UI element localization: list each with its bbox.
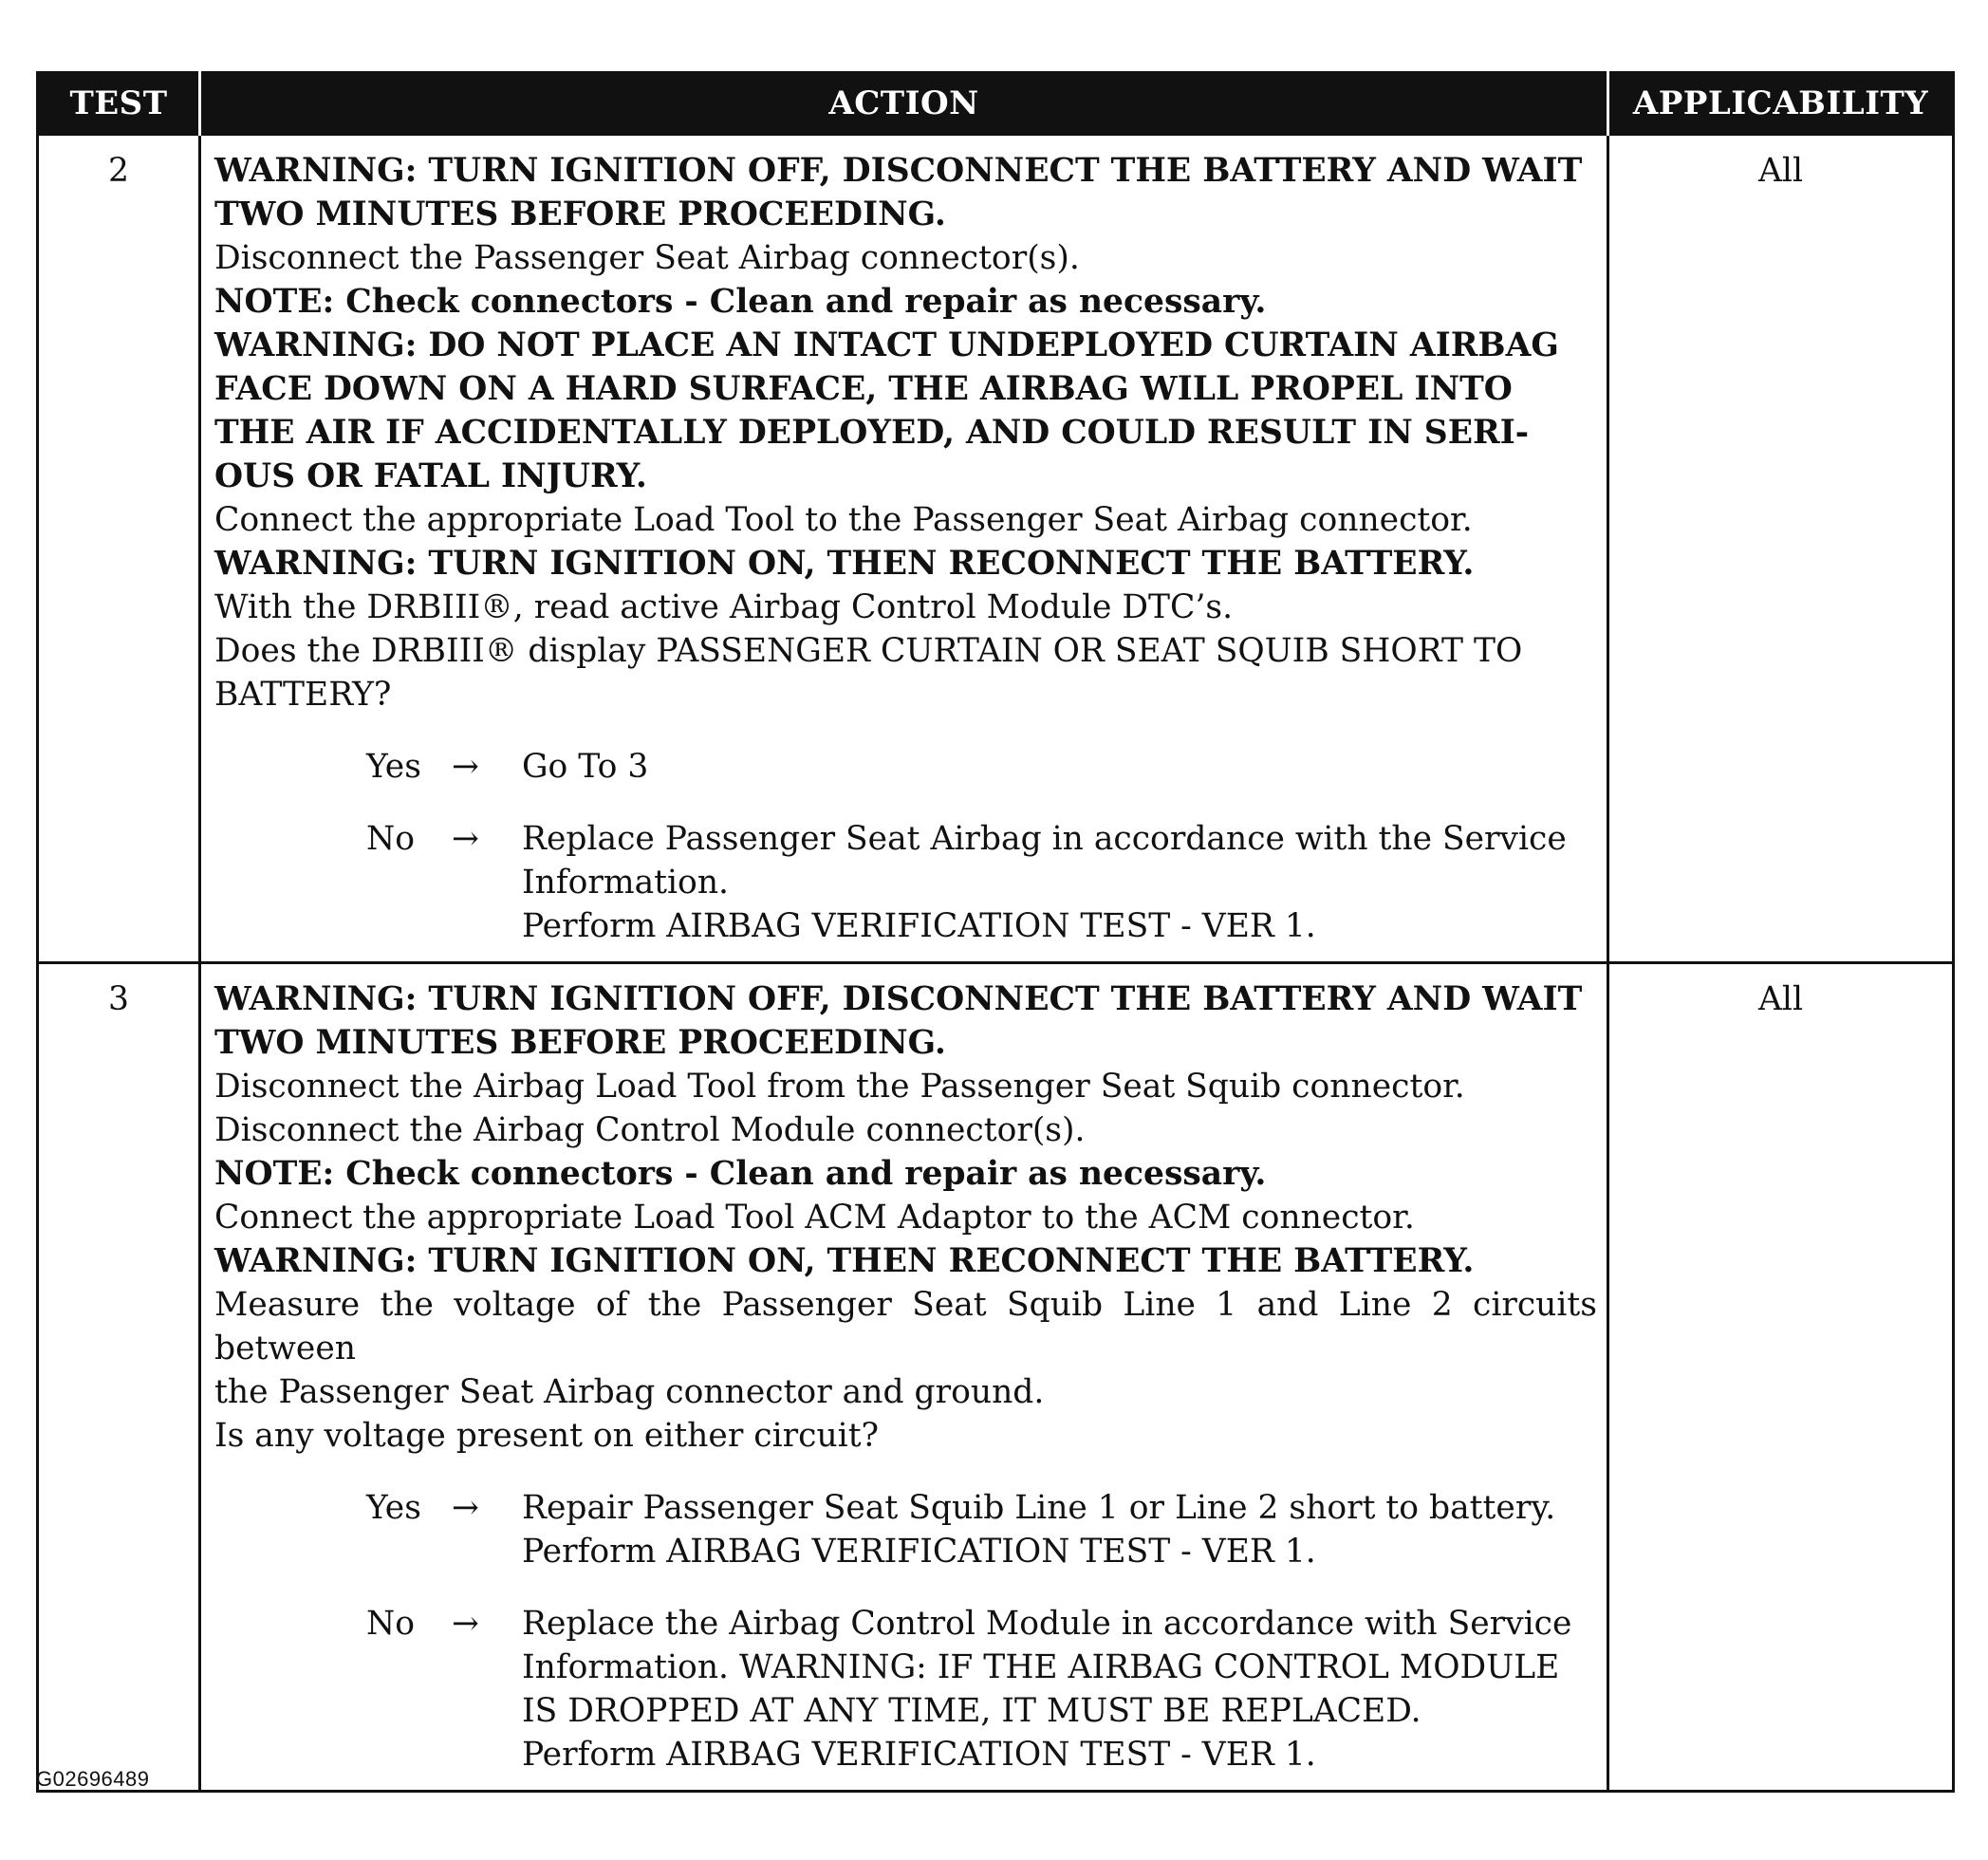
table-row	[38, 135, 1954, 963]
branch-text	[522, 817, 1597, 948]
arrow-right-icon: →	[452, 1489, 479, 1527]
instruction-line: Disconnect the Airbag Load Tool from the Passenger Seat Squib connector.	[214, 1068, 1465, 1106]
warning-line: FACE DOWN ON A HARD SURFACE, THE AIRBAG WILL PROPEL INTO	[214, 370, 1513, 408]
figure-code: G02696489	[36, 1767, 150, 1791]
header-applicability: APPLICABILITY	[1608, 73, 1954, 135]
branch-yes	[214, 745, 1597, 789]
branch-no	[214, 1602, 1597, 1776]
test-number: 3	[38, 963, 200, 1792]
branch-line: Go To 3	[522, 748, 649, 786]
table-row	[38, 963, 1954, 1792]
instruction-line: With the DRBIII®, read active Airbag Control Module DTC’s.	[214, 588, 1234, 626]
branch-line: Repair Passenger Seat Squib Line 1 or Line 2 short to battery.	[522, 1489, 1556, 1527]
test-number: 2	[38, 135, 200, 963]
arrow-right-icon: →	[452, 820, 479, 858]
branch-label: Yes	[366, 1489, 421, 1527]
instruction-line: Does the DRBIII® display PASSENGER CURTAIN OR SEAT SQUIB SHORT TO	[214, 632, 1523, 670]
instruction-line: Is any voltage present on either circuit?	[214, 1417, 880, 1455]
warning-line: WARNING: DO NOT PLACE AN INTACT UNDEPLOYED CURTAIN AIRBAG	[214, 326, 1559, 364]
branch-line: Information.	[522, 864, 730, 902]
instruction-line: Disconnect the Passenger Seat Airbag connector(s).	[214, 239, 1080, 277]
branch-line: Replace Passenger Seat Airbag in accordance with the Service	[522, 820, 1567, 858]
table-header	[38, 73, 1954, 135]
decision-branches	[214, 1486, 1597, 1776]
header-action: ACTION	[200, 73, 1608, 135]
branch-text	[522, 1602, 1597, 1776]
branch-text	[522, 1486, 1597, 1573]
action-cell	[200, 963, 1608, 1792]
branch-text	[522, 745, 1597, 789]
applicability-value: All	[1608, 135, 1954, 963]
warning-line: THE AIR IF ACCIDENTALLY DEPLOYED, AND COULD RESULT IN SERI-	[214, 414, 1530, 452]
branch-label: Yes	[366, 748, 421, 786]
branch-line: Perform AIRBAG VERIFICATION TEST - VER 1.	[522, 907, 1316, 945]
branch-line: Perform AIRBAG VERIFICATION TEST - VER 1.	[522, 1533, 1316, 1571]
action-cell	[200, 135, 1608, 963]
branch-line: Perform AIRBAG VERIFICATION TEST - VER 1.	[522, 1736, 1316, 1774]
instruction-line: Disconnect the Airbag Control Module connector(s).	[214, 1111, 1086, 1149]
branch-line: IS DROPPED AT ANY TIME, IT MUST BE REPLACED.	[522, 1692, 1421, 1730]
warning-line: WARNING: TURN IGNITION ON, THEN RECONNECT THE BATTERY.	[214, 1242, 1475, 1280]
warning-line: WARNING: TURN IGNITION ON, THEN RECONNECT THE BATTERY.	[214, 545, 1475, 583]
arrow-right-icon: →	[452, 748, 479, 786]
warning-line: TWO MINUTES BEFORE PROCEEDING.	[214, 1024, 946, 1062]
header-test: TEST	[38, 73, 200, 135]
warning-line: NOTE: Check connectors - Clean and repair as necessary.	[214, 283, 1267, 321]
instruction-line: the Passenger Seat Airbag connector and ground.	[214, 1373, 1045, 1411]
branch-no	[214, 817, 1597, 948]
table-body	[38, 135, 1954, 1792]
header-row	[38, 73, 1954, 135]
instruction-line: Connect the appropriate Load Tool ACM Adaptor to the ACM connector.	[214, 1199, 1415, 1237]
branch-label: No	[366, 820, 415, 858]
diagnostic-test-table	[36, 71, 1955, 1793]
arrow-right-icon: →	[452, 1605, 479, 1643]
decision-branches	[214, 745, 1597, 948]
warning-line: TWO MINUTES BEFORE PROCEEDING.	[214, 195, 946, 233]
instruction-line: Connect the appropriate Load Tool to the Passenger Seat Airbag connector.	[214, 501, 1473, 539]
instruction-line: BATTERY?	[214, 676, 392, 714]
branch-yes	[214, 1486, 1597, 1573]
applicability-value: All	[1608, 963, 1954, 1792]
warning-line: OUS OR FATAL INJURY.	[214, 457, 647, 495]
warning-line: NOTE: Check connectors - Clean and repair as necessary.	[214, 1155, 1267, 1193]
warning-line: WARNING: TURN IGNITION OFF, DISCONNECT THE BATTERY AND WAIT	[214, 152, 1583, 190]
branch-line: Information. WARNING: IF THE AIRBAG CONTROL MODULE	[522, 1648, 1560, 1686]
branch-line: Replace the Airbag Control Module in accordance with Service	[522, 1605, 1572, 1643]
branch-label: No	[366, 1605, 415, 1643]
warning-line: WARNING: TURN IGNITION OFF, DISCONNECT THE BATTERY AND WAIT	[214, 980, 1583, 1018]
instruction-line: Measure the voltage of the Passenger Seat Squib Line 1 and Line 2 circuits between	[214, 1286, 1597, 1367]
